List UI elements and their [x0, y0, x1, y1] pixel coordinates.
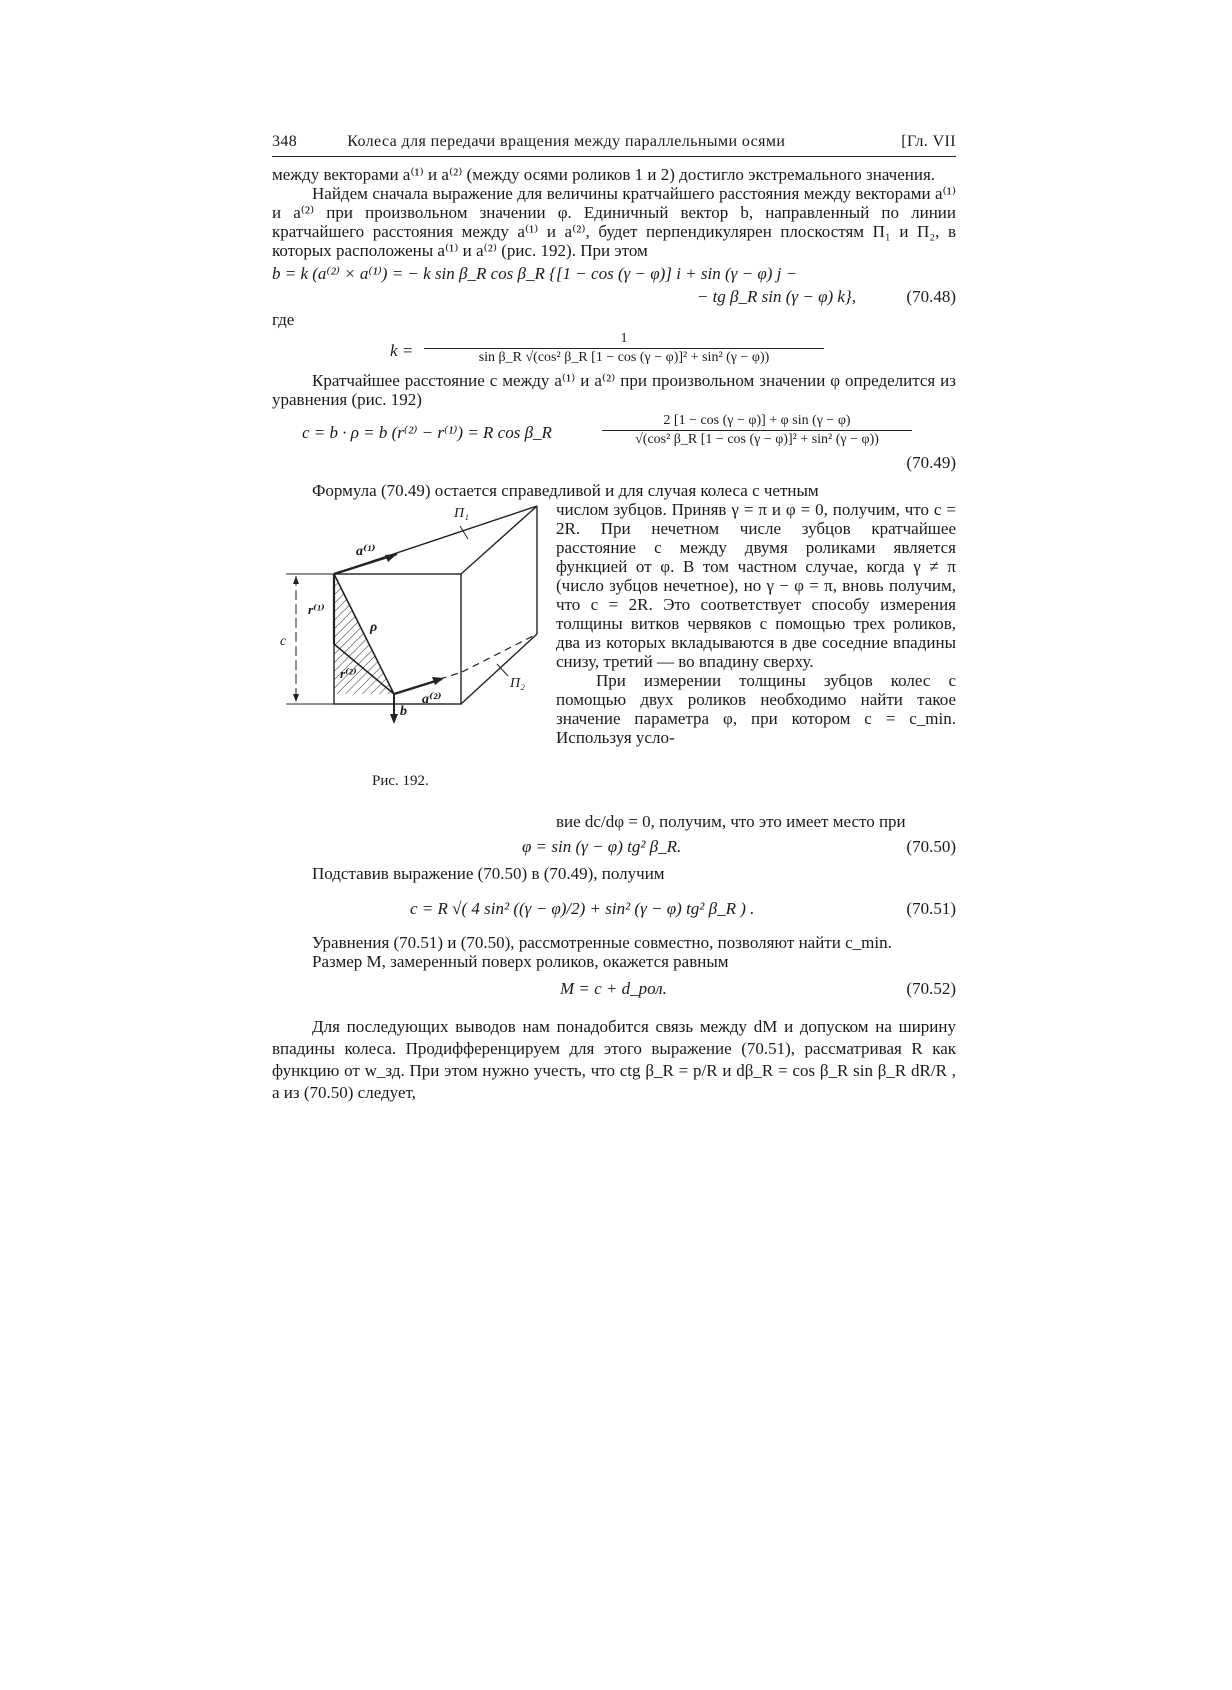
paragraph-8: Размер M, замеренный поверх роликов, окажется равным	[312, 952, 729, 971]
figure-192	[272, 504, 542, 818]
label-r2: r⁽²⁾	[340, 666, 357, 681]
formula-70-49-denominator: √(cos² β_R [1 − cos (γ − φ)]² + sin² (γ − φ))	[635, 432, 879, 447]
paragraph-3: Кратчайшее расстояние c между a⁽¹⁾ и a⁽²⁾ при произвольном значении φ определится из уравнения (рис. 192)	[272, 371, 956, 409]
equation-number-70-52: (70.52)	[906, 979, 956, 998]
figure-caption: Рис. 192.	[372, 773, 429, 789]
book-page	[272, 132, 956, 1104]
paragraph-7: Уравнения (70.51) и (70.50), рассмотренные совместно, позволяют найти c_min.	[312, 933, 892, 952]
label-plane-1: П₁	[454, 506, 469, 521]
paragraph-4-wrap: числом зубцов. Приняв γ = π и φ = 0, получим, что c = 2R. При нечетном числе зубцов кратчайшее расстояние c между двумя роликами является функцией от φ. В том частном случае, когда γ ≠ π (число зубцов нечетное), но γ − φ = π, вновь получим, что c = 2R. Это соответствует способу измерения толщины витков червяков с помощью трех роликов, два из которых вкладываются в две соседние впадины снизу, третий — во впадину сверху.	[556, 500, 956, 671]
formula-70-52: M = c + d_рол. (70.52)	[560, 979, 956, 998]
paragraph-5-continued: вие dc/dφ = 0, получим, что это имеет место при	[556, 812, 906, 831]
formula-70-49: c = b · ρ = b (r⁽²⁾ − r⁽¹⁾) = R cos β_R $\frac{\text{2 [1 − cos (γ − φ)] + φ sin (γ − φ)}}{\text{√(cos² β\_R [1 − cos (γ − φ)]² + sin² (γ − φ))}}$	[272, 413, 956, 453]
where-label: где	[272, 310, 295, 329]
formula-70-51: c = R √( 4 sin² ((γ − φ)/2) + sin² (γ − φ) tg² β_R ) . (70.51)	[410, 899, 956, 918]
paragraph-4-lead: Формула (70.49) остается справедливой и для случая колеса с четным	[312, 481, 819, 500]
formula-70-48-line2: − tg β_R sin (γ − φ) k}, (70.48)	[696, 287, 956, 306]
equation-number-70-48: (70.48)	[906, 287, 956, 306]
prism-diagram	[272, 504, 542, 794]
label-b: b	[400, 704, 407, 719]
label-a2: a⁽²⁾	[422, 692, 442, 707]
formula-70-48-line1: b = k (a⁽²⁾ × a⁽¹⁾) = − k sin β_R cos β_R {[1 − cos (γ − φ)] i + sin (γ − φ) j −	[272, 264, 798, 283]
equation-number-70-50: (70.50)	[906, 837, 956, 856]
label-a1: a⁽¹⁾	[356, 544, 376, 559]
label-rho: ρ	[370, 620, 378, 635]
label-r1: r⁽¹⁾	[308, 602, 325, 617]
formula-70-50: φ = sin (γ − φ) tg² β_R. (70.50)	[522, 837, 956, 856]
paragraph-2: Найдем сначала выражение для величины кратчайшего расстояния между векторами a⁽¹⁾ и a⁽²⁾ при произвольном значении φ. Единичный вектор b, направленный по линии кратчайшего расстояния между a⁽¹⁾ и a⁽²⁾, будет перпендикулярен плоскостям П₁ и П₂, в которых расположены a⁽¹⁾ и a⁽²⁾ (рис. 192). При этом	[272, 184, 956, 260]
equation-number-70-49: (70.49)	[906, 453, 956, 472]
paragraph-5-wrap: При измерении толщины зубцов колес с помощью двух роликов необходимо найти такое значение параметра φ, при котором c = c_min. Используя усло-	[556, 671, 956, 747]
running-header	[272, 132, 956, 157]
paragraph-9: Для последующих выводов нам понадобится связь между dM и допуском на ширину впадины колеса. Продифференцируем для этого выражение (70.51), рассматривая R как функцию от w_зд. При этом нужно учесть, что ctg β_R = p/R и dβ_R = cos β_R sin β_R dR/R , а из (70.50) следует,	[272, 1017, 956, 1102]
chapter-label: [Гл. VII	[901, 133, 956, 150]
running-title: Колеса для передачи вращения между параллельными осями	[347, 133, 786, 150]
paragraph-6: Подставив выражение (70.50) в (70.49), получим	[312, 864, 665, 883]
formula-k-numerator: 1	[424, 331, 824, 349]
formula-k-denominator: sin β_R √(cos² β_R [1 − cos (γ − φ)]² + sin² (γ − φ))	[478, 350, 770, 365]
formula-k: k = $\frac{1}{\text{sin β\_R √(cos² β\_R [1 − cos (γ − φ)]² + sin² (γ − φ))}}$	[272, 331, 956, 371]
page-number: 348	[272, 133, 298, 150]
paragraph-1: между векторами a⁽¹⁾ и a⁽²⁾ (между осями роликов 1 и 2) достигло экстремального значения.	[272, 165, 936, 184]
formula-70-49-numerator: 2 [1 − cos (γ − φ)] + φ sin (γ − φ)	[602, 413, 912, 431]
equation-number-70-51: (70.51)	[906, 899, 956, 918]
label-c: c	[280, 634, 287, 649]
label-plane-2: П₂	[510, 676, 525, 691]
